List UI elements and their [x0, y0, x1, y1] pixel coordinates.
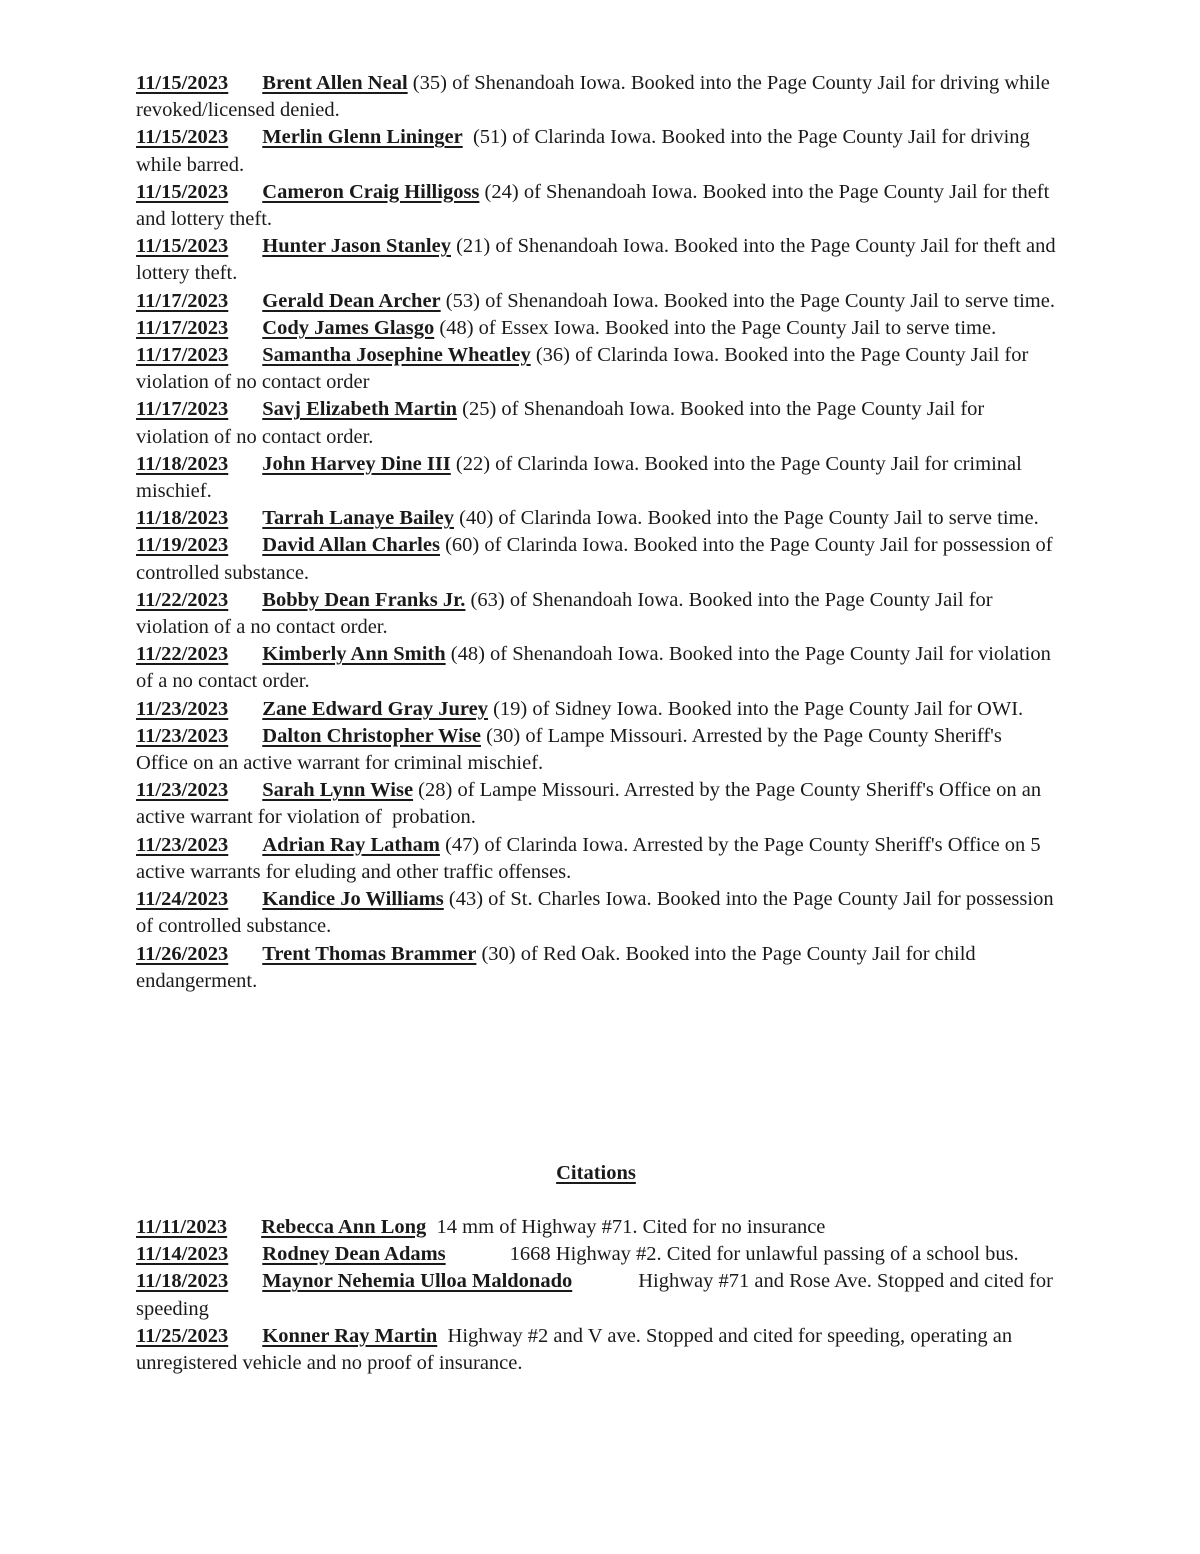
entry-details: (30) of Red Oak. Booked into the Page County Jail for child endangerment. [136, 942, 981, 992]
entry-name: Rodney Dean Adams [262, 1243, 446, 1266]
entry-details: Highway #71 and Rose Ave. Stopped and cited for speeding [136, 1270, 1059, 1320]
entry-date: 11/22/2023 [136, 588, 229, 611]
entry-details: Highway #2 and V ave. Stopped and cited for speeding, operating an unregistered vehicle and no proof of insurance. [136, 1324, 1018, 1375]
citation-entry [136, 1214, 1056, 1241]
entry-date: 11/17/2023 [136, 344, 229, 367]
booking-entry [136, 288, 1056, 315]
booking-entry [136, 587, 1056, 641]
entry-details: (48) of Essex Iowa. Booked into the Page County Jail to serve time. [434, 316, 997, 339]
entry-date: 11/15/2023 [136, 235, 229, 258]
booking-entry [136, 641, 1056, 695]
entry-name: Merlin Glenn Lininger [262, 126, 463, 149]
entry-date: 11/23/2023 [136, 697, 229, 720]
entry-name: Hunter Jason Stanley [262, 235, 451, 258]
entry-details: 14 mm of Highway #71. Cited for no insurance [426, 1216, 826, 1238]
booking-entry [136, 124, 1056, 178]
entry-date: 11/18/2023 [136, 1270, 229, 1293]
entry-name: Maynor Nehemia Ulloa Maldonado [262, 1270, 573, 1293]
entry-details: (40) of Clarinda Iowa. Booked into the Page County Jail to serve time. [454, 507, 1039, 530]
booking-entry [136, 886, 1059, 940]
booking-entry [136, 396, 1056, 450]
entry-details: (21) of Shenandoah Iowa. Booked into the Page County Jail for theft and lottery theft. [136, 235, 1061, 285]
booking-entry [136, 315, 1056, 342]
booking-entry [136, 505, 1056, 532]
entry-details: (24) of Shenandoah Iowa. Booked into the Page County Jail for theft and lottery theft. [136, 180, 1055, 231]
entry-details: (22) of Clarinda Iowa. Booked into the Page County Jail for criminal mischief. [136, 452, 1027, 503]
entry-date: 11/17/2023 [136, 316, 229, 339]
entry-details: (35) of Shenandoah Iowa. Booked into the Page County Jail for driving while revoked/licensed denied. [136, 72, 1056, 122]
entry-date: 11/23/2023 [136, 833, 229, 856]
booking-entry [136, 941, 1056, 995]
bookings-list [136, 70, 1061, 995]
citation-entry [136, 1323, 1056, 1377]
entry-date: 11/11/2023 [136, 1216, 228, 1238]
entry-name: Konner Ray Martin [262, 1324, 438, 1347]
entry-date: 11/26/2023 [136, 942, 229, 965]
entry-name: Dalton Christopher Wise [262, 724, 481, 747]
entry-date: 11/17/2023 [136, 289, 229, 312]
entry-date: 11/18/2023 [136, 507, 229, 530]
citation-entry [136, 1268, 1059, 1322]
entry-details: (53) of Shenandoah Iowa. Booked into the Page County Jail to serve time. [440, 289, 1055, 312]
entry-details: (47) of Clarinda Iowa. Arrested by the Page County Sheriff's Office on 5 active warrants for eluding and other traffic offenses. [136, 833, 1046, 883]
citation-entry [136, 1241, 1056, 1268]
entry-name: John Harvey Dine III [262, 452, 451, 475]
entry-name: Kimberly Ann Smith [262, 643, 446, 666]
booking-entry [136, 70, 1056, 124]
entry-date: 11/19/2023 [136, 534, 229, 557]
booking-entry [136, 179, 1056, 233]
entry-name: Cody James Glasgo [262, 316, 435, 339]
entry-date: 11/17/2023 [136, 398, 229, 421]
booking-entry [136, 777, 1056, 831]
entry-details: (19) of Sidney Iowa. Booked into the Page County Jail for OWI. [487, 697, 1024, 720]
entry-date: 11/18/2023 [136, 452, 229, 475]
entry-name: Savj Elizabeth Martin [262, 398, 458, 421]
citations-heading: Citations [556, 1162, 636, 1184]
entry-date: 11/15/2023 [136, 72, 229, 94]
entry-date: 11/23/2023 [136, 724, 229, 747]
entry-name: David Allan Charles [262, 534, 440, 557]
entry-name: Kandice Jo Williams [262, 888, 444, 911]
entry-name: Sarah Lynn Wise [262, 779, 414, 802]
entry-name: Gerald Dean Archer [262, 289, 441, 312]
booking-entry [136, 723, 1056, 777]
entry-name: Tarrah Lanaye Bailey [262, 507, 454, 530]
booking-entry [136, 342, 1056, 396]
entry-name: Trent Thomas Brammer [262, 942, 477, 965]
entry-name: Rebecca Ann Long [261, 1216, 427, 1238]
citations-list [136, 1214, 1059, 1377]
booking-entry [136, 532, 1056, 586]
entry-date: 11/14/2023 [136, 1243, 229, 1266]
entry-name: Brent Allen Neal [262, 72, 408, 94]
entry-details: (25) of Shenandoah Iowa. Booked into the Page County Jail for violation of no contact order. [136, 398, 990, 448]
booking-entry [136, 696, 1056, 723]
booking-entry [136, 832, 1056, 886]
entry-details: (48) of Shenandoah Iowa. Booked into the Page County Jail for violation of a no contact order. [136, 643, 1056, 693]
booking-entry [136, 451, 1056, 505]
entry-name: Bobby Dean Franks Jr. [262, 588, 466, 611]
booking-entry [136, 233, 1061, 287]
entry-details: (43) of St. Charles Iowa. Booked into the Page County Jail for possession of controlled substance. [136, 888, 1059, 938]
entry-details: (36) of Clarinda Iowa. Booked into the Page County Jail for violation of no contact order [136, 344, 1034, 394]
entry-date: 11/22/2023 [136, 643, 229, 666]
entry-details: (28) of Lampe Missouri. Arrested by the Page County Sheriff's Office on an active warrant for violation of probation. [136, 779, 1047, 829]
entry-details: (30) of Lampe Missouri. Arrested by the Page County Sheriff's Office on an active warrant for criminal mischief. [136, 724, 1007, 775]
entry-date: 11/24/2023 [136, 888, 229, 911]
entry-date: 11/23/2023 [136, 779, 229, 802]
entry-details: 1668 Highway #2. Cited for unlawful passing of a school bus. [509, 1243, 1019, 1266]
entry-details: (60) of Clarinda Iowa. Booked into the Page County Jail for possession of controlled substance. [136, 534, 1058, 584]
entry-date: 11/15/2023 [136, 180, 229, 203]
entry-details: (63) of Shenandoah Iowa. Booked into the Page County Jail for violation of a no contact order. [136, 588, 998, 639]
entry-name: Samantha Josephine Wheatley [262, 344, 531, 367]
entry-name: Adrian Ray Latham [262, 833, 440, 856]
entry-name: Cameron Craig Hilligoss [262, 180, 480, 203]
entry-details: (51) of Clarinda Iowa. Booked into the Page County Jail for driving while barred. [136, 126, 1035, 176]
entry-date: 11/25/2023 [136, 1324, 229, 1347]
entry-date: 11/15/2023 [136, 126, 229, 149]
entry-name: Zane Edward Gray Jurey [262, 697, 488, 720]
